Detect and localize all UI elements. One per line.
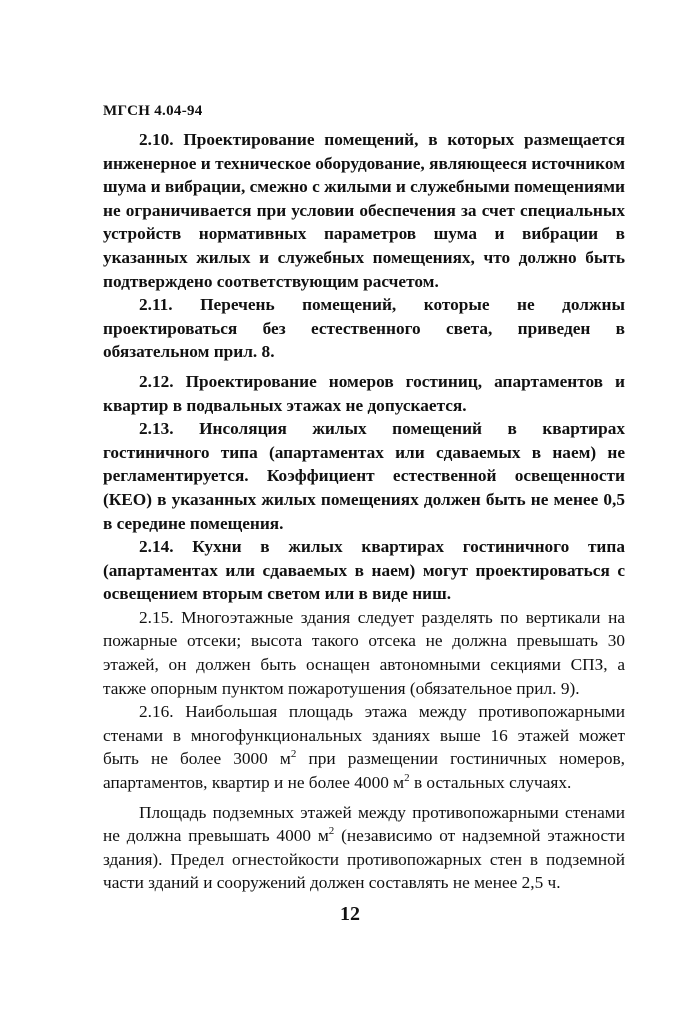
paragraph-text: в остальных случаях.: [409, 773, 572, 793]
paragraph-number: 2.13.: [139, 419, 174, 439]
superscript: 2: [328, 825, 335, 838]
paragraph-text: Многоэтажные здания следует разделять по вертикали на пожарные отсеки; высота такого отсека не должна превышать 30 этажей, он должен быть оснащен автономными секциями СПЗ, а также опорным пунктом пожаротушения (обязательное прил. 9).: [103, 607, 625, 698]
paragraph-text: Площадь подземных этажей между противопожарными стенами не должна превышать 4000 м: [103, 802, 625, 846]
paragraph-2-14: [103, 535, 625, 606]
superscript: 2: [290, 748, 297, 761]
paragraph-2-12: [103, 370, 625, 417]
paragraph-number: 2.16.: [139, 702, 174, 722]
paragraph-2-10: [103, 128, 625, 293]
document-code: МГСН 4.04-94: [103, 103, 203, 119]
paragraph-2-11: [103, 293, 625, 364]
paragraph-2-16: [103, 700, 625, 794]
paragraph-text: Инсоляция жилых помещений в квартирах гостиничного типа (апартаментах или сдаваемых в наем) не регламентируется. Коэффициент естественной освещенности (КЕО) в указанных жилых помещениях должен быть не менее 0,5 в середине помещения.: [103, 419, 625, 533]
page-number: 12: [340, 903, 360, 925]
paragraph-number: 2.14.: [139, 537, 174, 557]
paragraph-text: Проектирование помещений, в которых размещается инженерное и техническое оборудование, являющееся источником шума и вибрации, смежно с жилыми и служебными помещениями не ограничивается при условии обеспечения за счет специальных устройств нормативных параметров шума и вибрации в указанных жилых и служебных помещениях, что должно быть подтверждено соответствующим расчетом.: [103, 130, 625, 291]
paragraph-number: 2.15.: [139, 607, 174, 627]
paragraph-text: при размещении гостиничных номеров, апартаментов, квартир и не более 4000 м: [103, 749, 625, 793]
document-body: [103, 128, 625, 895]
paragraph-text: Кухни в жилых квартирах гостиничного типа (апартаментах или сдаваемых в наем) могут проектироваться с освещением вторым светом или в виде ниш.: [103, 537, 625, 604]
paragraph-number: 2.11.: [139, 295, 173, 315]
paragraph-2-13: [103, 417, 625, 535]
paragraph-text: Перечень помещений, которые не должны проектироваться без естественного света, приведен в обязательном прил. 8.: [103, 295, 625, 362]
paragraph-2-15: [103, 606, 625, 700]
paragraph-number: 2.10.: [139, 130, 174, 149]
paragraph-text: Наибольшая площадь этажа между противопожарными стенами в многофункциональных зданиях выше 16 этажей может быть не более 3000 м: [103, 702, 625, 769]
paragraph-number: 2.12.: [139, 371, 174, 391]
paragraph-text: (независимо от надземной этажности здания). Предел огнестойкости противопожарных стен в подземной части зданий и сооружений должен составлять не менее 2,5 ч.: [103, 826, 625, 893]
paragraph-text: Проектирование номеров гостиниц, апартаментов и квартир в подвальных этажах не допускается.: [103, 371, 626, 415]
superscript: 2: [404, 772, 410, 785]
paragraph-2-16-continued: [103, 801, 625, 895]
